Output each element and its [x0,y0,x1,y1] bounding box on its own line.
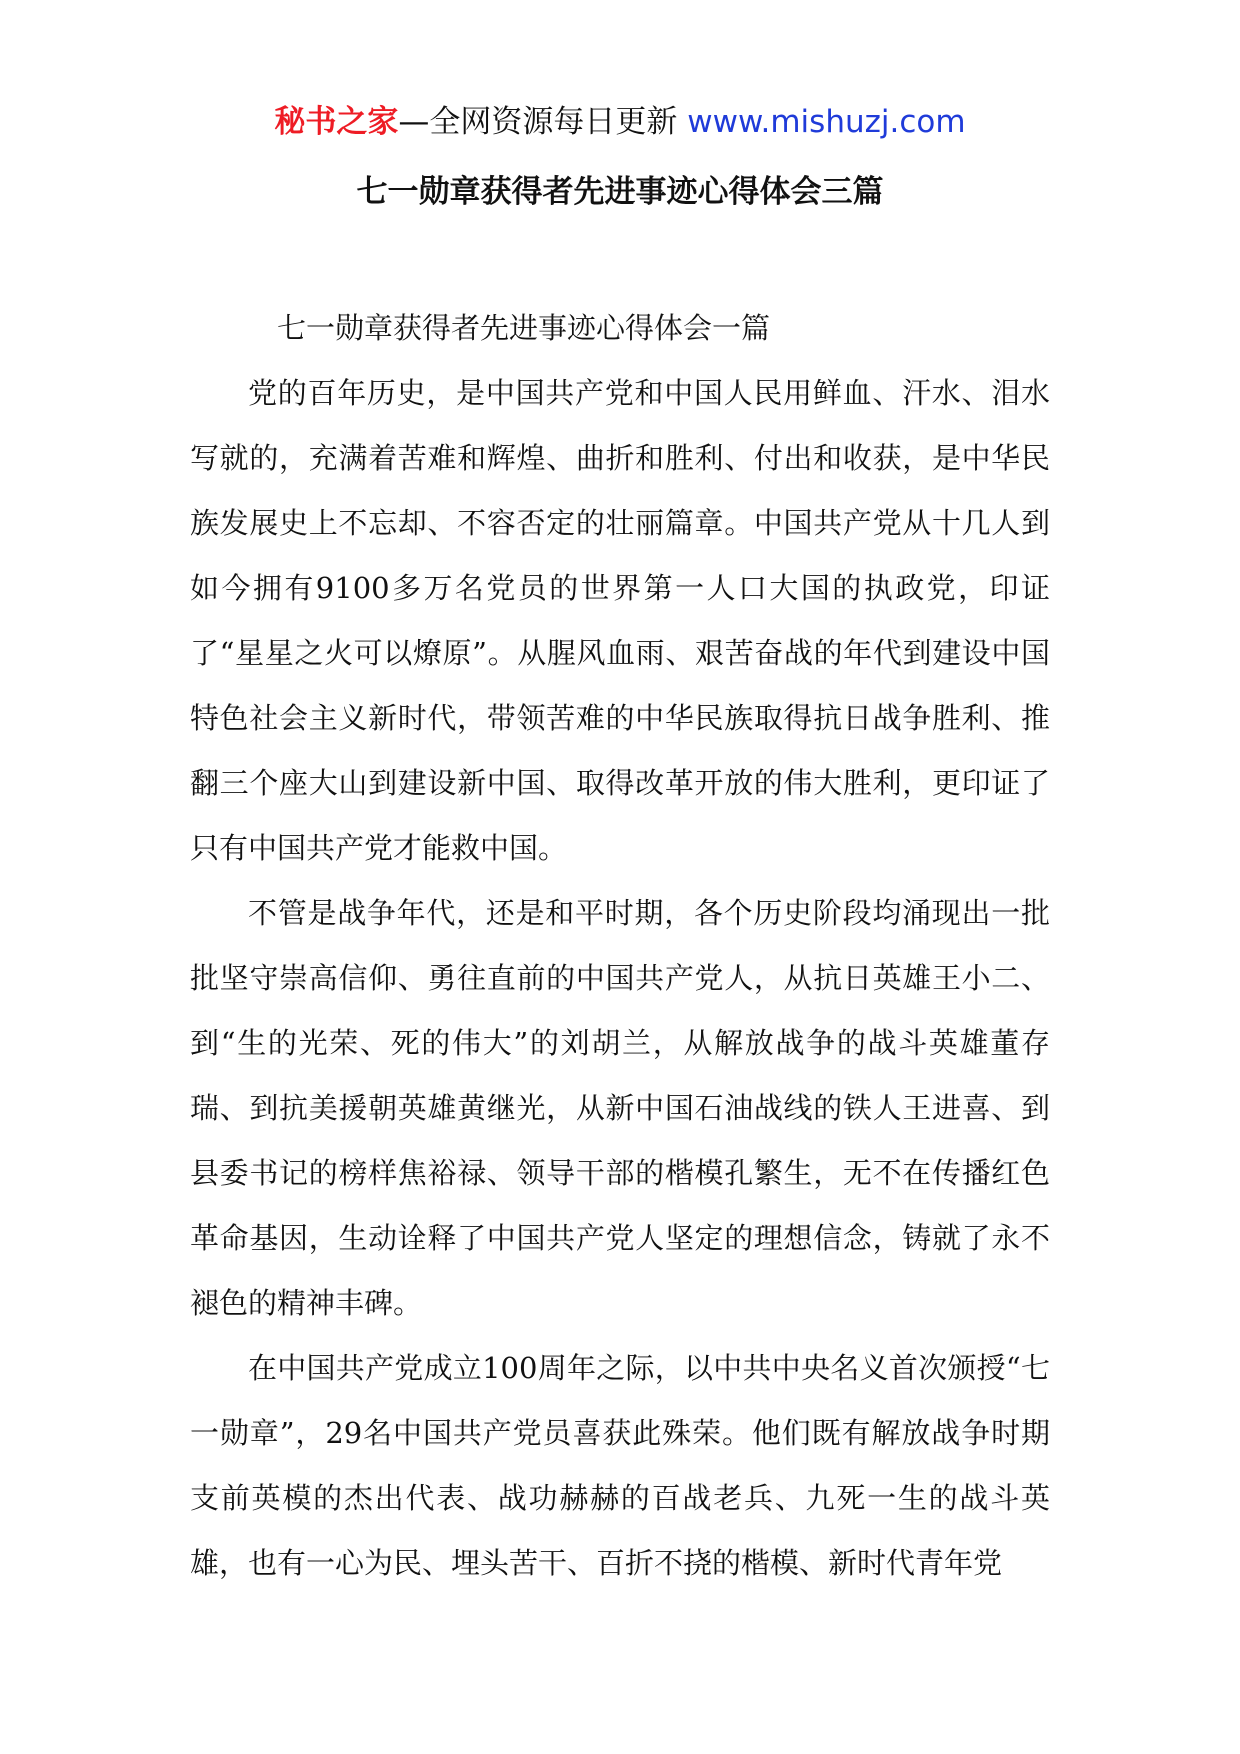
site-url-link[interactable]: www.mishuzj.com [687,104,966,140]
paragraph: 不管是战争年代，还是和平时期，各个历史阶段均涌现出一批批坚守崇高信仰、勇往直前的中国共产党人，从抗日英雄王小二、到“生的光荣、死的伟大”的刘胡兰，从解放战争的战斗英雄董存瑞、到抗美援朝英雄黄继光，从新中国石油战线的铁人王进喜、到县委书记的榜样焦裕禄、领导干部的楷模孔繁生，无不在传播红色革命基因，生动诠释了中国共产党人坚定的理想信念，铸就了永不褪色的精神丰碑。 [190,896,1050,1320]
paragraph: 党的百年历史，是中国共产党和中国人民用鲜血、汗水、泪水写就的，充满着苦难和辉煌、曲折和胜利、付出和收获，是中华民族发展史上不忘却、不容否定的壮丽篇章。中国共产党从十几人到如今拥有9100多万名党员的世界第一人口大国的执政党，印证了“星星之火可以燎原”。从腥风血雨、艰苦奋战的年代到建设中国特色社会主义新时代，带领苦难的中华民族取得抗日战争胜利、推翻三个座大山到建设新中国、取得改革开放的伟大胜利，更印证了只有中国共产党才能救中国。 [190,376,1050,865]
section-subtitle: 七一勋章获得者先进事迹心得体会一篇 [277,311,771,345]
document-body [190,296,1050,1596]
site-header [0,100,1240,144]
brand-name: 秘书之家 [274,104,399,140]
paragraph: 在中国共产党成立100周年之际，以中共中央名义首次颁授“七一勋章”，29名中国共产党员喜获此殊荣。他们既有解放战争时期支前英模的杰出代表、战功赫赫的百战老兵、九死一生的战斗英雄，也有一心为民、埋头苦干、百折不挠的楷模、新时代青年党 [190,1351,1050,1580]
site-tagline: —全网资源每日更新 [398,104,688,140]
document-title: 七一勋章获得者先进事迹心得体会三篇 [356,174,884,210]
